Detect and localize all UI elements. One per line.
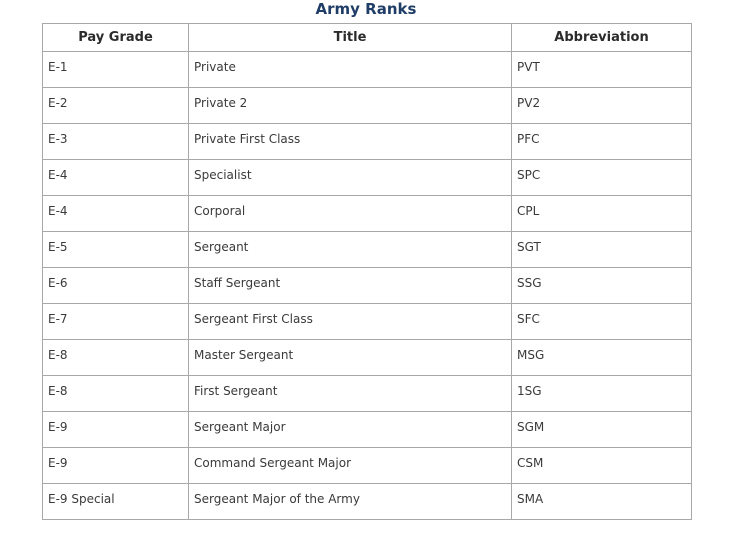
table-row bbox=[43, 448, 692, 484]
title-cell: Private First Class bbox=[189, 124, 512, 160]
table-row bbox=[43, 412, 692, 448]
abbreviation-cell: SGT bbox=[512, 232, 692, 268]
table-row bbox=[43, 52, 692, 88]
abbreviation-cell: SSG bbox=[512, 268, 692, 304]
table-row bbox=[43, 196, 692, 232]
pay-grade-cell: E-9 bbox=[43, 412, 189, 448]
pay-grade-cell: E-6 bbox=[43, 268, 189, 304]
column-header-title: Title bbox=[189, 24, 512, 52]
abbreviation-cell: PFC bbox=[512, 124, 692, 160]
table-row bbox=[43, 88, 692, 124]
column-header-pay-grade: Pay Grade bbox=[43, 24, 189, 52]
title-cell: First Sergeant bbox=[189, 376, 512, 412]
abbreviation-cell: CPL bbox=[512, 196, 692, 232]
table-row bbox=[43, 376, 692, 412]
title-cell: Sergeant bbox=[189, 232, 512, 268]
abbreviation-cell: SMA bbox=[512, 484, 692, 520]
title-cell: Private bbox=[189, 52, 512, 88]
abbreviation-cell: 1SG bbox=[512, 376, 692, 412]
abbreviation-cell: SFC bbox=[512, 304, 692, 340]
table-row bbox=[43, 232, 692, 268]
column-header-abbreviation: Abbreviation bbox=[512, 24, 692, 52]
pay-grade-cell: E-3 bbox=[43, 124, 189, 160]
abbreviation-cell: CSM bbox=[512, 448, 692, 484]
title-cell: Sergeant Major of the Army bbox=[189, 484, 512, 520]
pay-grade-cell: E-8 bbox=[43, 340, 189, 376]
title-cell: Corporal bbox=[189, 196, 512, 232]
pay-grade-cell: E-9 Special bbox=[43, 484, 189, 520]
army-ranks-table bbox=[42, 23, 692, 520]
title-cell: Staff Sergeant bbox=[189, 268, 512, 304]
pay-grade-cell: E-4 bbox=[43, 196, 189, 232]
pay-grade-cell: E-8 bbox=[43, 376, 189, 412]
title-cell: Sergeant First Class bbox=[189, 304, 512, 340]
pay-grade-cell: E-5 bbox=[43, 232, 189, 268]
title-cell: Specialist bbox=[189, 160, 512, 196]
abbreviation-cell: MSG bbox=[512, 340, 692, 376]
pay-grade-cell: E-4 bbox=[43, 160, 189, 196]
table-row bbox=[43, 124, 692, 160]
table-header-row bbox=[43, 24, 692, 52]
pay-grade-cell: E-2 bbox=[43, 88, 189, 124]
table-row bbox=[43, 268, 692, 304]
table-row bbox=[43, 304, 692, 340]
pay-grade-cell: E-1 bbox=[43, 52, 189, 88]
title-cell: Sergeant Major bbox=[189, 412, 512, 448]
abbreviation-cell: SPC bbox=[512, 160, 692, 196]
table-row bbox=[43, 340, 692, 376]
abbreviation-cell: PVT bbox=[512, 52, 692, 88]
pay-grade-cell: E-7 bbox=[43, 304, 189, 340]
title-cell: Command Sergeant Major bbox=[189, 448, 512, 484]
title-cell: Master Sergeant bbox=[189, 340, 512, 376]
title-cell: Private 2 bbox=[189, 88, 512, 124]
abbreviation-cell: SGM bbox=[512, 412, 692, 448]
table-row bbox=[43, 484, 692, 520]
abbreviation-cell: PV2 bbox=[512, 88, 692, 124]
pay-grade-cell: E-9 bbox=[43, 448, 189, 484]
table-row bbox=[43, 160, 692, 196]
table-caption: Army Ranks bbox=[315, 0, 417, 18]
